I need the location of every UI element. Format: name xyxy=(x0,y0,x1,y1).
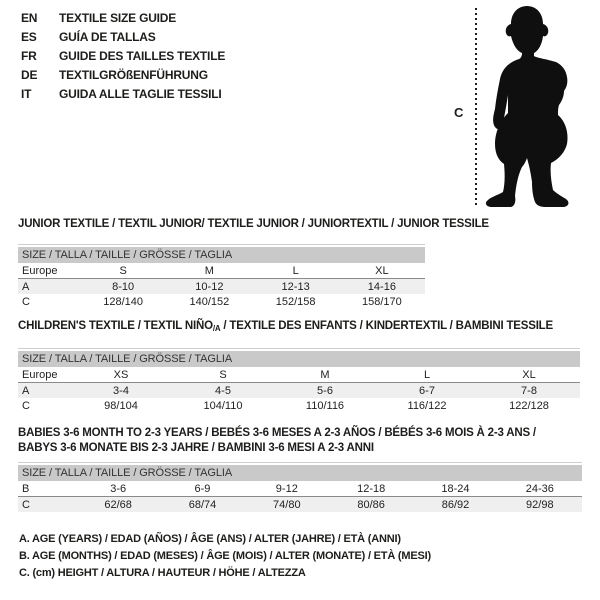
legend-item-c: C. (cm) HEIGHT / ALTURA / HAUTEUR / HÖHE / ALTEZZA xyxy=(19,567,306,579)
table-cell: 104/110 xyxy=(203,399,243,412)
language-header xyxy=(21,9,225,104)
table-cell: 3-6 xyxy=(76,481,160,497)
table-cell: L xyxy=(376,367,478,383)
title-subscript: /A xyxy=(212,324,221,333)
table-cell: 122/128 xyxy=(509,399,549,412)
title-line-1: BABIES 3-6 MONTH TO 2-3 YEARS / BEBÉS 3-6 MESES A 2-3 AÑOS / BÉBÉS 3-6 MOIS À 2-3 ANS / xyxy=(18,427,536,439)
language-label: TEXTILE SIZE GUIDE xyxy=(59,11,177,25)
row-label: A xyxy=(18,383,70,399)
table-cell: 110/116 xyxy=(305,399,345,412)
language-label: TEXTILGRÖßENFÜHRUNG xyxy=(59,68,208,82)
table-row xyxy=(18,367,580,383)
language-label: GUIDE DES TAILLES TEXTILE xyxy=(59,49,226,63)
junior-table xyxy=(18,244,425,309)
size-header-label: SIZE / TALLA / TAILLE / GRÖSSE / TAGLIA xyxy=(18,351,580,367)
baby-silhouette xyxy=(480,2,598,212)
table-cell: 12-13 xyxy=(253,279,339,295)
measure-legend xyxy=(19,531,431,582)
size-header-label: SIZE / TALLA / TAILLE / GRÖSSE / TAGLIA xyxy=(18,247,425,263)
row-label: C xyxy=(22,295,30,308)
table-row xyxy=(18,383,580,399)
table-cell: 6-9 xyxy=(160,481,244,497)
babies-table-section xyxy=(18,426,582,512)
babies-table-title xyxy=(18,426,582,456)
table-cell: 18-24 xyxy=(413,481,497,497)
title-text: CHILDREN'S TEXTILE / TEXTIL NIÑO xyxy=(18,320,213,332)
table-cell: 98/104 xyxy=(104,399,138,412)
table-row xyxy=(18,497,582,513)
table-row xyxy=(18,398,580,413)
row-label: B xyxy=(18,481,76,497)
table-cell: 86/92 xyxy=(413,497,497,513)
size-header-bar xyxy=(18,465,582,481)
size-header-label: SIZE / TALLA / TAILLE / GRÖSSE / TAGLIA xyxy=(18,465,582,481)
language-row-it xyxy=(21,85,225,104)
table-cell: 140/152 xyxy=(189,295,230,308)
table-cell: 3-4 xyxy=(70,383,172,399)
title-line-2: BABYS 3-6 MONATE BIS 2-3 JAHRE / BAMBINI 3-6 MESI A 2-3 ANNI xyxy=(18,442,374,454)
table-cell: M xyxy=(166,263,252,279)
junior-table-section xyxy=(18,217,489,309)
table-row xyxy=(18,481,582,497)
table-cell: XS xyxy=(70,367,172,383)
legend-item-a: A. AGE (YEARS) / EDAD (AÑOS) / ÂGE (ANS) / ALTER (JAHRE) / ETÀ (ANNI) xyxy=(19,533,401,545)
table-cell: 6-7 xyxy=(376,383,478,399)
table-cell: L xyxy=(253,263,339,279)
table-cell: S xyxy=(80,263,166,279)
table-cell: 68/74 xyxy=(160,497,244,513)
size-header-bar xyxy=(18,351,580,367)
baby-figure xyxy=(450,0,600,215)
row-label: C xyxy=(22,399,30,412)
language-code: EN xyxy=(21,11,38,25)
table-cell: 74/80 xyxy=(245,497,329,513)
row-label: C xyxy=(18,497,76,513)
table-cell: 14-16 xyxy=(339,279,425,295)
table-cell: 5-6 xyxy=(274,383,376,399)
row-label: A xyxy=(18,279,80,295)
table-cell: 7-8 xyxy=(478,383,580,399)
table-cell: XL xyxy=(339,263,425,279)
language-row-de xyxy=(21,66,225,85)
table-cell: 152/158 xyxy=(275,295,316,308)
language-code: FR xyxy=(21,49,37,63)
table-cell: XL xyxy=(478,367,580,383)
table-cell: S xyxy=(172,367,274,383)
language-code: IT xyxy=(21,87,32,101)
row-label: Europe xyxy=(18,263,80,279)
table-cell: 158/170 xyxy=(361,295,402,308)
children-table-title xyxy=(18,319,580,336)
table-row xyxy=(18,294,425,309)
language-row-en xyxy=(21,9,225,28)
table-cell: 9-12 xyxy=(245,481,329,497)
size-header-bar xyxy=(18,247,425,263)
language-label: GUIDA ALLE TAGLIE TESSILI xyxy=(59,87,222,101)
table-cell: 10-12 xyxy=(166,279,252,295)
height-measure-label: C xyxy=(454,105,464,120)
table-cell: 62/68 xyxy=(76,497,160,513)
table-cell: 128/140 xyxy=(103,295,143,308)
table-cell: 92/98 xyxy=(498,497,582,513)
children-table xyxy=(18,348,580,413)
language-row-fr xyxy=(21,47,225,66)
legend-item-b: B. AGE (MONTHS) / EDAD (MESES) / ÂGE (MOIS) / ALTER (MONATE) / ETÀ (MESI) xyxy=(19,550,431,562)
babies-table xyxy=(18,462,582,512)
title-text: / TEXTILE DES ENFANTS / KINDERTEXTIL / BAMBINI TESSILE xyxy=(220,320,553,332)
table-cell: 12-18 xyxy=(329,481,413,497)
table-row xyxy=(18,279,425,295)
junior-table-title: JUNIOR TEXTILE / TEXTIL JUNIOR/ TEXTILE JUNIOR / JUNIORTEXTIL / JUNIOR TESSILE xyxy=(18,218,489,230)
language-label: GUÍA DE TALLAS xyxy=(59,30,156,44)
table-cell: 8-10 xyxy=(80,279,166,295)
language-code: DE xyxy=(21,68,38,82)
children-table-section xyxy=(18,319,580,413)
table-cell: 116/122 xyxy=(407,399,447,412)
language-row-es xyxy=(21,28,225,47)
table-cell: 24-36 xyxy=(498,481,582,497)
row-label: Europe xyxy=(18,367,70,383)
language-code: ES xyxy=(21,30,37,44)
table-row xyxy=(18,263,425,279)
height-measure-line xyxy=(475,8,477,207)
table-cell: M xyxy=(274,367,376,383)
table-cell: 4-5 xyxy=(172,383,274,399)
table-cell: 80/86 xyxy=(329,497,413,513)
